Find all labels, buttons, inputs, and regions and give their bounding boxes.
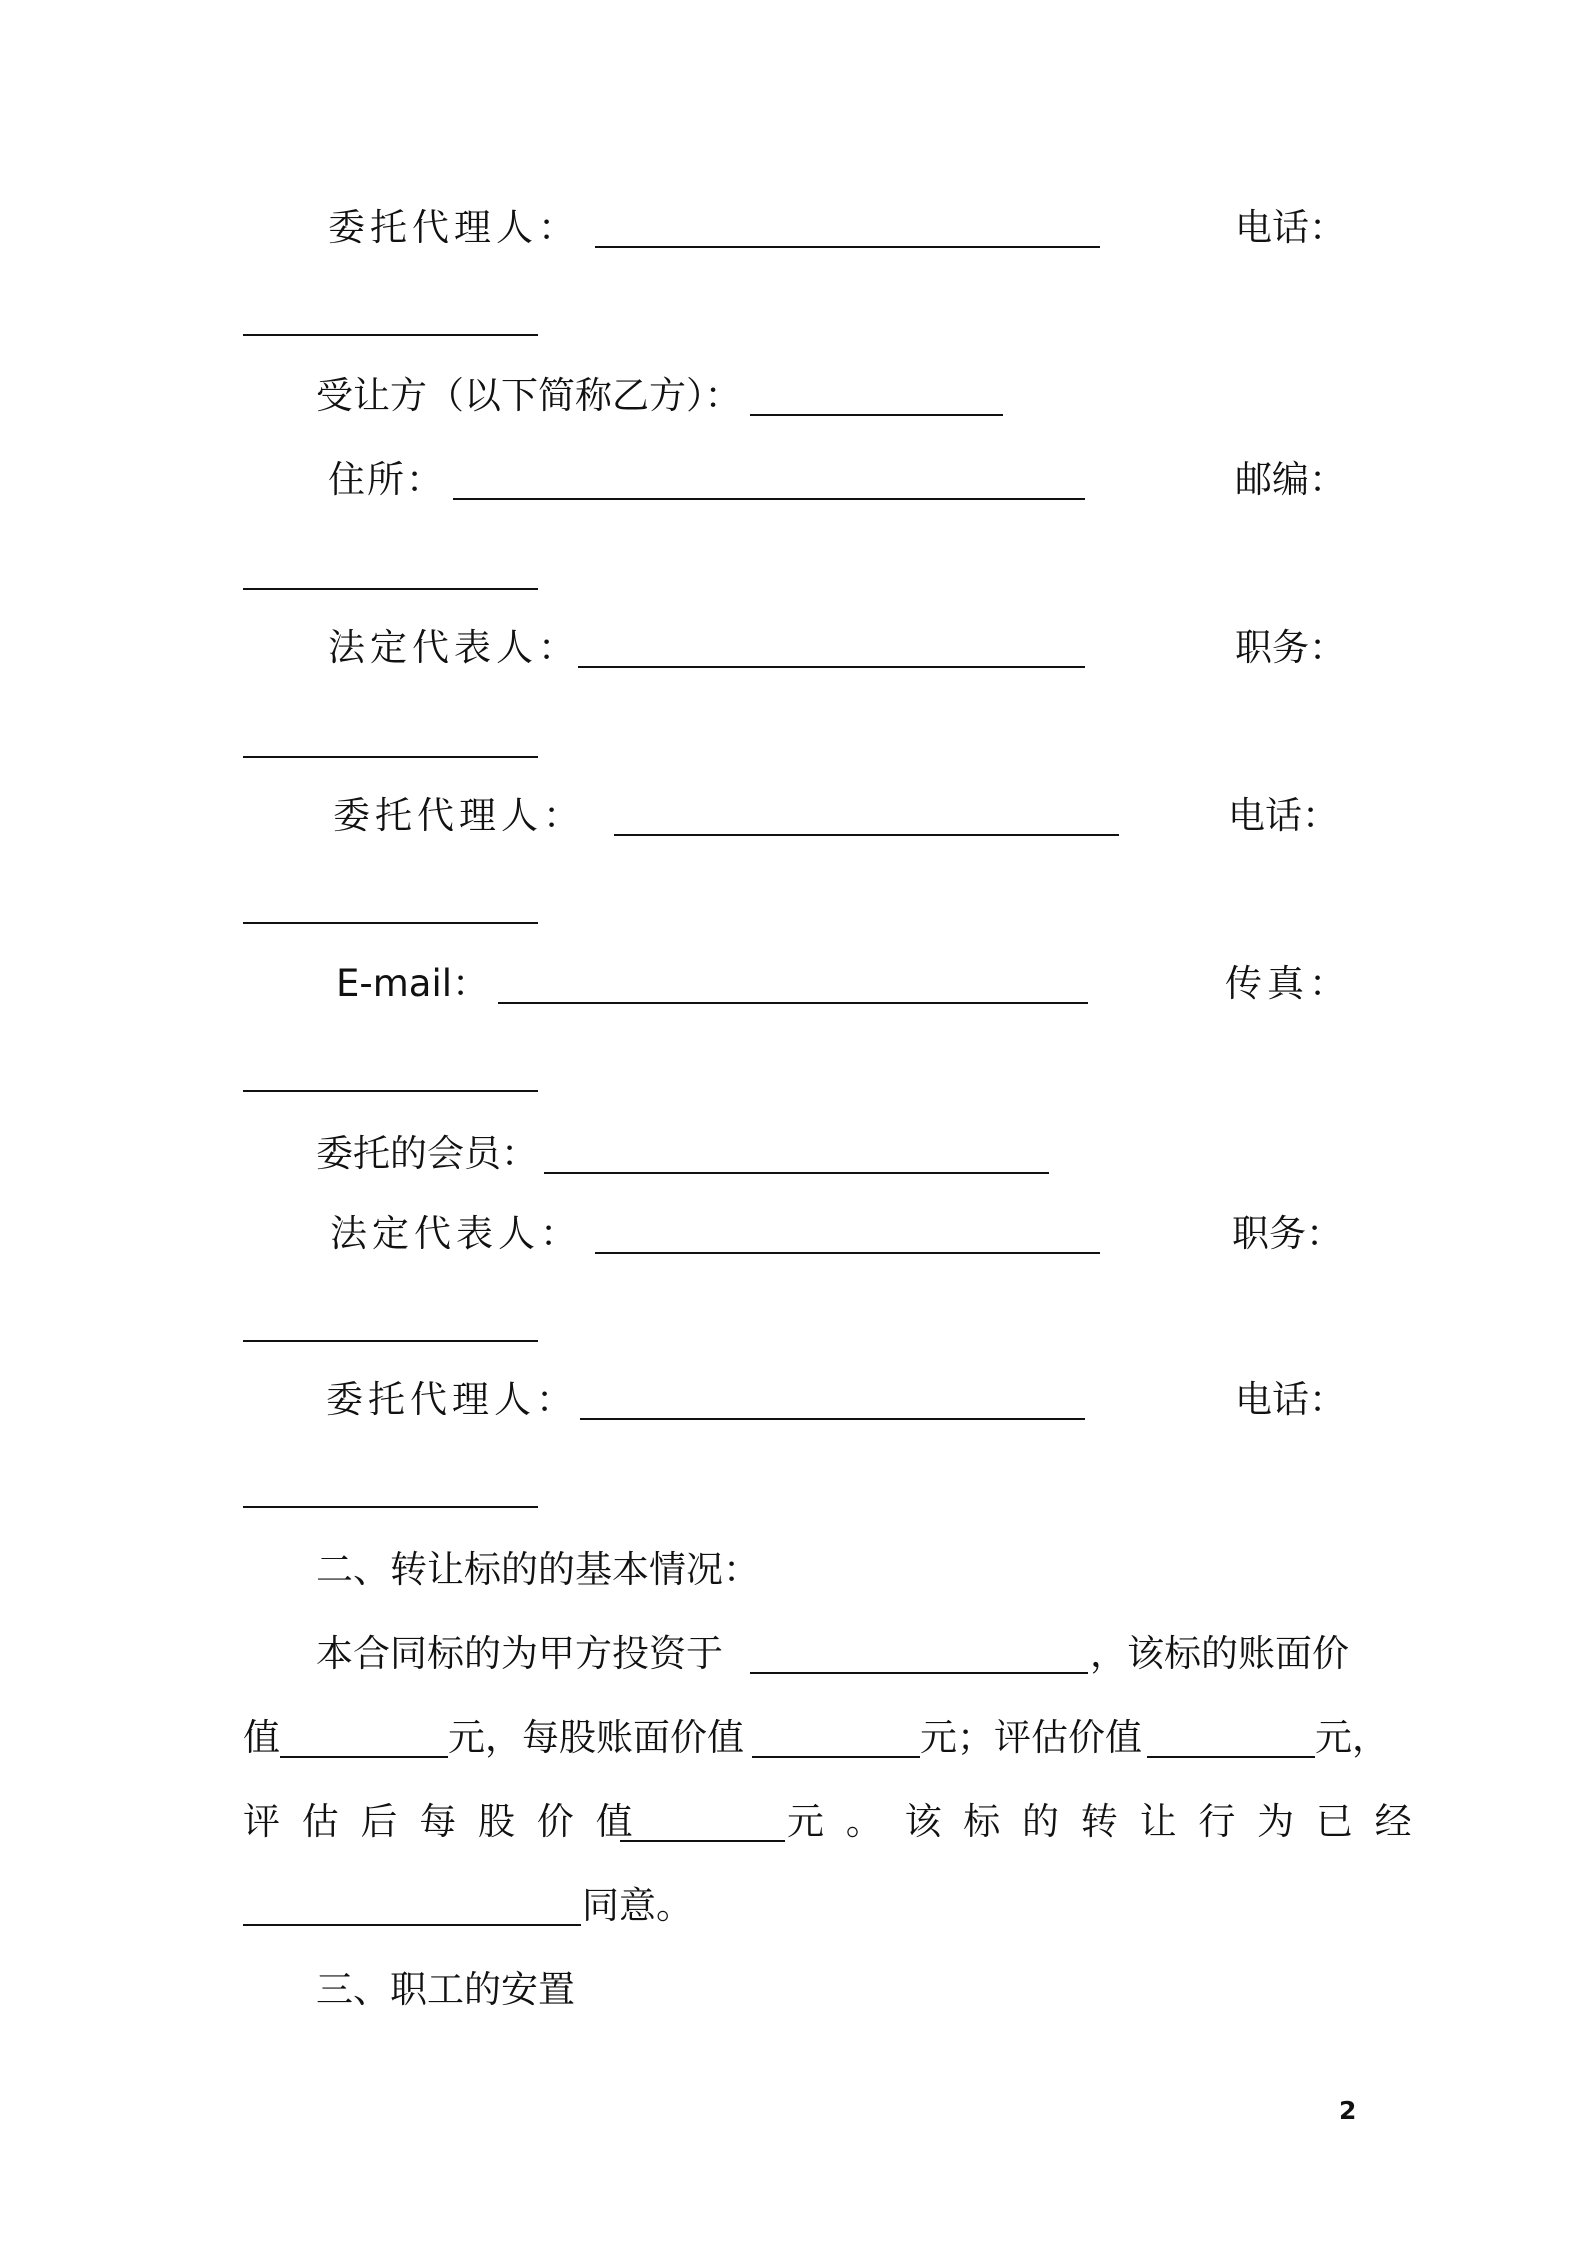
position-label-1: 职务：	[1235, 626, 1346, 669]
agent-blank-1	[595, 246, 1100, 248]
book-value-per-share-blank	[752, 1756, 920, 1758]
address-blank	[453, 498, 1085, 500]
fax-label: 传真：	[1225, 962, 1351, 1005]
postcode-label: 邮编：	[1235, 458, 1346, 501]
section-3-heading: 三、职工的安置	[316, 1968, 575, 2011]
approval-authority-blank	[243, 1924, 581, 1926]
appraised-value-blank	[1147, 1756, 1315, 1758]
section-2-para-line-1b: ，该标的账面价	[1090, 1632, 1349, 1675]
position-blank-1	[243, 756, 538, 758]
agent-blank-2	[614, 834, 1119, 836]
legal-rep-blank-1	[578, 666, 1085, 668]
transferee-label: 受让方（以下简称乙方）：	[316, 374, 742, 417]
legal-rep-label-1: 法定代表人：	[328, 626, 580, 669]
member-label: 委托的会员：	[316, 1132, 538, 1175]
section-2-para-line-2b: 元，每股账面价值	[448, 1716, 744, 1759]
phone-blank-1	[243, 334, 538, 336]
phone-blank-3	[243, 1506, 538, 1508]
appraised-per-share-blank	[620, 1840, 785, 1842]
agent-label-3: 委托代理人：	[326, 1378, 578, 1421]
phone-label-2: 电话：	[1228, 794, 1339, 837]
section-2-para-line-3b: 元 。 该 标 的 转 让 行 为 已 经	[787, 1800, 1417, 1843]
section-2-para-line-2d: 元，	[1315, 1716, 1389, 1759]
transferee-blank	[750, 414, 1003, 416]
agent-label-1: 委托代理人：	[328, 206, 580, 249]
section-2-para-line-2a: 值	[243, 1716, 280, 1759]
postcode-blank	[243, 588, 538, 590]
email-blank	[498, 1002, 1088, 1004]
member-blank	[544, 1172, 1049, 1174]
agent-blank-3	[580, 1418, 1085, 1420]
address-label: 住所：	[328, 458, 445, 501]
section-2-para-line-2c: 元；评估价值	[920, 1716, 1142, 1759]
phone-label-1: 电话：	[1235, 206, 1346, 249]
section-2-para-line-4a: 同意。	[582, 1884, 693, 1927]
investment-target-blank	[750, 1672, 1088, 1674]
legal-rep-label-2: 法定代表人：	[330, 1212, 582, 1255]
book-value-blank	[280, 1756, 448, 1758]
fax-blank	[243, 1090, 538, 1092]
phone-label-3: 电话：	[1235, 1378, 1346, 1421]
position-blank-2	[243, 1340, 538, 1342]
position-label-2: 职务：	[1232, 1212, 1343, 1255]
section-2-heading: 二、转让标的的基本情况：	[316, 1548, 760, 1591]
agent-label-2: 委托代理人：	[333, 794, 585, 837]
section-2-para-line-3a: 评 估 后 每 股 价 值	[243, 1800, 638, 1843]
page-number: 2	[1339, 2096, 1357, 2125]
section-2-para-line-1a: 本合同标的为甲方投资于	[316, 1632, 723, 1675]
legal-rep-blank-2	[595, 1252, 1100, 1254]
phone-blank-2	[243, 922, 538, 924]
email-label: E-mail：	[336, 962, 490, 1005]
